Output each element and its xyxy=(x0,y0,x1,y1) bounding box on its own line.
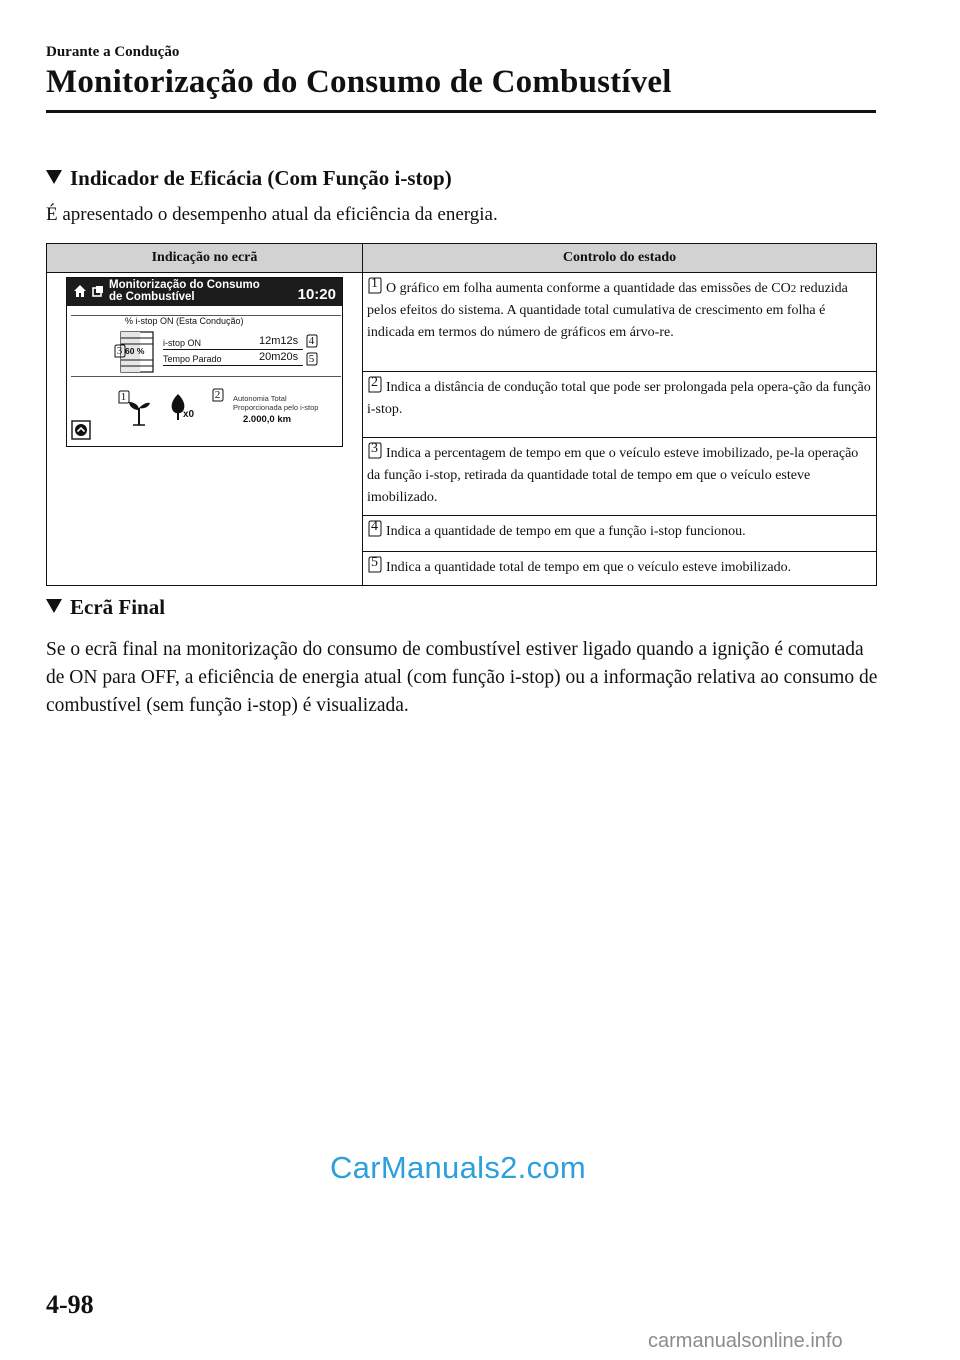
tempo-row-line xyxy=(163,365,303,366)
clock: 10:20 xyxy=(297,286,336,303)
row3-text: Indica a percentagem de tempo em que o veículo esteve imobilizado, pe-la operação da função i-stop, retirada da quantidade total de tempo em que o veículo esteve imobilizado. xyxy=(367,446,859,505)
section-heading-text: Ecrã Final xyxy=(70,595,166,619)
status-table xyxy=(46,243,877,586)
fuel-monitor-screen xyxy=(66,277,343,447)
tempo-parado-value: 20m20s xyxy=(259,351,299,363)
page-number: 4-98 xyxy=(46,1290,94,1319)
row1-subscript: 2 xyxy=(790,283,797,295)
eco-scroll-icon xyxy=(71,420,91,440)
row4-text: Indica a quantidade de tempo em que a função i-stop funcionou. xyxy=(386,524,746,539)
section-heading-text: Indicador de Eficácia (Com Função i-stop) xyxy=(70,166,452,190)
title-divider xyxy=(46,110,876,113)
screen-divider-2 xyxy=(71,376,341,377)
tree-count: x0 xyxy=(183,409,195,420)
screen-header xyxy=(67,278,342,306)
istop-on-label: i-stop ON xyxy=(163,338,202,348)
status-row-1 xyxy=(363,273,877,372)
autonomia-line2: Proporcionada pelo i-stop xyxy=(233,403,319,412)
status-row-5 xyxy=(363,552,877,586)
triangle-bullet-icon xyxy=(46,170,62,184)
screen-title xyxy=(109,279,284,303)
tempo-parado-label: Tempo Parado xyxy=(163,354,222,364)
screen-title-line1: Monitorização do Consumo xyxy=(109,279,260,291)
section-label: Durante a Condução xyxy=(46,44,180,60)
callout-1: 1 xyxy=(117,390,130,404)
triangle-bullet-icon xyxy=(46,599,62,613)
screen-image-cell xyxy=(47,273,363,586)
callout-2: 2 xyxy=(211,388,224,402)
istop-on-value: 12m12s xyxy=(259,335,299,347)
intro-text: É apresentado o desempenho atual da eficiência da energia. xyxy=(46,204,498,225)
autonomia-value: 2.000,0 km xyxy=(243,414,292,425)
autonomia-line1: Autonomia Total xyxy=(233,394,287,403)
home-icon xyxy=(73,284,87,298)
istop-heading: % i-stop ON (Esta Condução) xyxy=(125,316,244,326)
callout-number-5: 5 xyxy=(367,556,382,573)
row5-text: Indica a quantidade total de tempo em que o veículo esteve imobilizado. xyxy=(386,560,792,575)
row1-text-cont: reduzida pelos efeitos do sistema. A quantidade total cumulativa de crescimento em folha é indicada em termos do número de gráficos em árvo-re. xyxy=(367,281,848,340)
row2-text: Indica a distância de condução total que pode ser prolongada pela opera-ção da função i-stop. xyxy=(367,380,871,417)
status-row-4 xyxy=(363,516,877,552)
page-title: Monitorização do Consumo de Combustível xyxy=(46,64,672,100)
final-screen-paragraph: Se o ecrã final na monitorização do consumo de combustível estiver ligado quando a ignição é comutada de ON para OFF, a eficiência de energia atual (com função i-stop) ou a informação relativa ao consumo de combustível (sem função i-stop) é visualizada. xyxy=(46,639,878,716)
callout-number-2: 2 xyxy=(367,376,382,393)
status-row-2 xyxy=(363,372,877,438)
callout-number-1: 1 xyxy=(367,277,382,294)
row1-text: O gráfico em folha aumenta conforme a quantidade das emissões de CO xyxy=(386,281,791,296)
section-heading-efficiency xyxy=(46,166,452,191)
back-icon xyxy=(92,285,104,297)
leaf-sprout-icon xyxy=(127,396,151,426)
screen-title-line2: de Combustível xyxy=(109,291,195,303)
watermark-logo: CarManuals2.com xyxy=(330,1150,587,1185)
table-header-display: Indicação no ecrã xyxy=(47,244,363,273)
table-header-status: Controlo do estado xyxy=(363,244,877,273)
status-row-3 xyxy=(363,438,877,516)
footer-site-text: carmanualsonline.info xyxy=(648,1330,843,1352)
callout-5: 5 xyxy=(305,352,318,366)
callout-3: 3 xyxy=(113,344,126,358)
section-heading-final-screen xyxy=(46,595,165,620)
istop-row-line xyxy=(163,349,303,350)
callout-number-3: 3 xyxy=(367,442,382,459)
gauge-value: 60 % xyxy=(125,346,145,356)
callout-number-4: 4 xyxy=(367,520,382,537)
callout-4: 4 xyxy=(305,334,318,348)
